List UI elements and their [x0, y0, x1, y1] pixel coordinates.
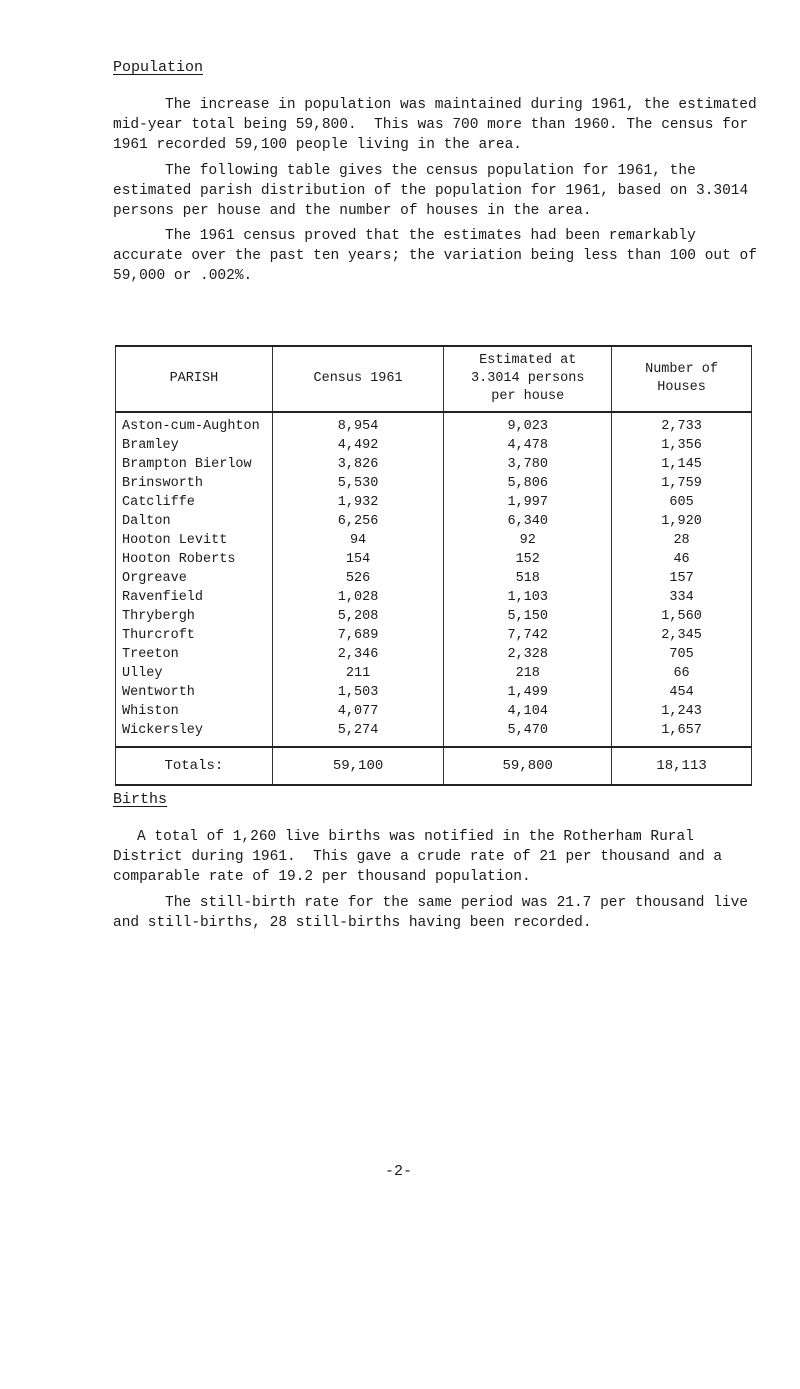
parish-cell: Thurcroft — [116, 626, 273, 645]
houses-cell: 2,733 — [612, 412, 752, 436]
estimated-cell: 92 — [444, 531, 612, 550]
houses-cell: 605 — [612, 493, 752, 512]
census-cell: 154 — [272, 550, 444, 569]
header-census: Census 1961 — [272, 346, 444, 412]
parish-cell: Aston-cum-Aughton — [116, 412, 273, 436]
births-paragraph-1: A total of 1,260 live births was notified in the Rotherham Rural District during 1961. This gave a crude rate of 21 per thousand and a comparable rate of 19.2 per thousand population. — [113, 829, 731, 885]
census-table — [115, 345, 752, 786]
census-cell: 5,530 — [272, 474, 444, 493]
census-cell: 2,346 — [272, 645, 444, 664]
population-heading: Population — [113, 59, 204, 76]
houses-cell: 334 — [612, 588, 752, 607]
census-cell: 7,689 — [272, 626, 444, 645]
houses-cell: 1,145 — [612, 455, 752, 474]
houses-cell: 28 — [612, 531, 752, 550]
estimated-cell: 7,742 — [444, 626, 612, 645]
houses-cell: 2,345 — [612, 626, 752, 645]
parish-cell: Wentworth — [116, 683, 273, 702]
table-row — [116, 626, 752, 645]
houses-cell: 46 — [612, 550, 752, 569]
population-paragraph-3: The 1961 census proved that the estimates had been remarkably accurate over the past ten years; the variation being less than 100 out of 59,000 or .002%. — [113, 228, 766, 284]
census-cell: 1,028 — [272, 588, 444, 607]
table-row — [116, 412, 752, 436]
header-houses: Number of Houses — [612, 346, 752, 412]
houses-cell: 1,243 — [612, 702, 752, 721]
table-row — [116, 493, 752, 512]
houses-cell: 66 — [612, 664, 752, 683]
census-cell: 5,274 — [272, 721, 444, 747]
estimated-cell: 1,499 — [444, 683, 612, 702]
parish-cell: Catcliffe — [116, 493, 273, 512]
totals-label: Totals: — [116, 747, 273, 785]
table-row — [116, 474, 752, 493]
table-row — [116, 664, 752, 683]
totals-row — [116, 747, 752, 785]
census-cell: 1,932 — [272, 493, 444, 512]
houses-cell: 1,356 — [612, 436, 752, 455]
parish-cell: Whiston — [116, 702, 273, 721]
census-cell: 94 — [272, 531, 444, 550]
table-row — [116, 455, 752, 474]
table-header-row — [116, 346, 752, 412]
parish-cell: Ulley — [116, 664, 273, 683]
estimated-cell: 218 — [444, 664, 612, 683]
estimated-cell: 5,470 — [444, 721, 612, 747]
estimated-cell: 1,997 — [444, 493, 612, 512]
page-number: -2- — [385, 1163, 413, 1180]
births-paragraph-2: The still-birth rate for the same period was 21.7 per thousand live and still-births, 28 still-births having been recorded. — [113, 895, 757, 931]
census-cell: 5,208 — [272, 607, 444, 626]
parish-cell: Ravenfield — [116, 588, 273, 607]
table-row — [116, 531, 752, 550]
parish-cell: Orgreave — [116, 569, 273, 588]
houses-cell: 1,759 — [612, 474, 752, 493]
estimated-cell: 152 — [444, 550, 612, 569]
estimated-cell: 3,780 — [444, 455, 612, 474]
header-estimated: Estimated at 3.3014 persons per house — [444, 346, 612, 412]
houses-cell: 1,560 — [612, 607, 752, 626]
table-row — [116, 550, 752, 569]
parish-cell: Thrybergh — [116, 607, 273, 626]
table-row — [116, 436, 752, 455]
table-body — [116, 412, 752, 747]
estimated-cell: 2,328 — [444, 645, 612, 664]
houses-cell: 157 — [612, 569, 752, 588]
table-row — [116, 569, 752, 588]
totals-houses: 18,113 — [612, 747, 752, 785]
houses-cell: 454 — [612, 683, 752, 702]
totals-census: 59,100 — [272, 747, 444, 785]
houses-cell: 1,920 — [612, 512, 752, 531]
houses-cell: 705 — [612, 645, 752, 664]
header-parish: PARISH — [116, 346, 273, 412]
parish-cell: Wickersley — [116, 721, 273, 747]
census-cell: 526 — [272, 569, 444, 588]
parish-cell: Brampton Bierlow — [116, 455, 273, 474]
census-cell: 6,256 — [272, 512, 444, 531]
census-cell: 4,492 — [272, 436, 444, 455]
table-row — [116, 721, 752, 747]
estimated-cell: 6,340 — [444, 512, 612, 531]
houses-cell: 1,657 — [612, 721, 752, 747]
births-heading: Births — [113, 791, 168, 808]
population-paragraph-1: The increase in population was maintained during 1961, the estimated mid-year total being 59,800. This was 700 more than 1960. The census for 1961 recorded 59,100 people living in the area. — [113, 97, 766, 153]
table-row — [116, 702, 752, 721]
population-paragraph-2: The following table gives the census population for 1961, the estimated parish distribution of the population for 1961, based on 3.3014 persons per house and the number of houses in the area. — [113, 163, 757, 219]
estimated-cell: 4,478 — [444, 436, 612, 455]
census-cell: 211 — [272, 664, 444, 683]
census-cell: 3,826 — [272, 455, 444, 474]
census-cell: 1,503 — [272, 683, 444, 702]
census-cell: 8,954 — [272, 412, 444, 436]
estimated-cell: 5,806 — [444, 474, 612, 493]
parish-cell: Bramley — [116, 436, 273, 455]
parish-cell: Dalton — [116, 512, 273, 531]
table-row — [116, 588, 752, 607]
estimated-cell: 5,150 — [444, 607, 612, 626]
estimated-cell: 518 — [444, 569, 612, 588]
estimated-cell: 4,104 — [444, 702, 612, 721]
parish-cell: Treeton — [116, 645, 273, 664]
table-row — [116, 512, 752, 531]
parish-cell: Hooton Levitt — [116, 531, 273, 550]
table-row — [116, 683, 752, 702]
estimated-cell: 9,023 — [444, 412, 612, 436]
table-row — [116, 607, 752, 626]
parish-cell: Hooton Roberts — [116, 550, 273, 569]
estimated-cell: 1,103 — [444, 588, 612, 607]
totals-estimated: 59,800 — [444, 747, 612, 785]
census-cell: 4,077 — [272, 702, 444, 721]
table-row — [116, 645, 752, 664]
parish-cell: Brinsworth — [116, 474, 273, 493]
